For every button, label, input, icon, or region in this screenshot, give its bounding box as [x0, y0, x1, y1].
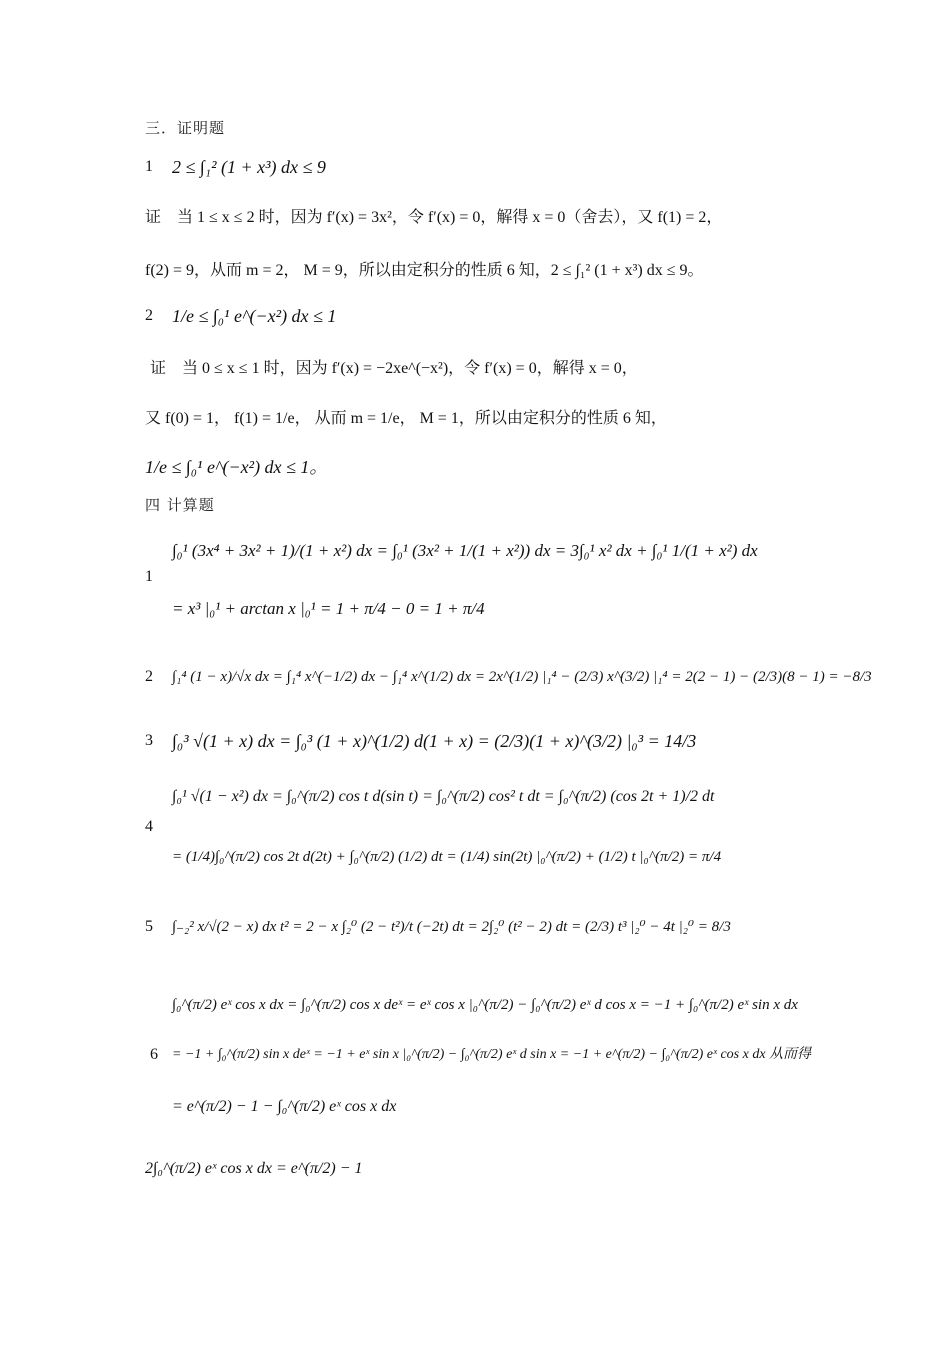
proof-text: 证 当 1 ≤ x ≤ 2 时，因为 f′(x) = 3x²，令 f′(x) = 0，解得 x = 0（舍去），又 f(1) = 2，: [145, 209, 723, 226]
computation-line: ∫₀³ √(1 + x) dx = ∫₀³ (1 + x)^(1/2) d(1 + x) = (2/3)(1 + x)^(3/2) |₀³ = 14/3: [172, 731, 697, 751]
computation-line: ∫₋₂² x/√(2 − x) dx t² = 2 − x ∫₂⁰ (2 − t²)/t (−2t) dt = 2∫₂⁰ (t² − 2) dt = (2/3) t³ |₂⁰ − 4t |₂⁰ = 8/3: [172, 919, 731, 935]
section-heading-computations: 四 计算题: [145, 496, 215, 514]
computation-line: 2∫₀^(π/2) eˣ cos x dx = e^(π/2) − 1: [145, 1160, 363, 1177]
problem-number: 5: [145, 918, 153, 935]
computation-line: = e^(π/2) − 1 − ∫₀^(π/2) eˣ cos x dx: [172, 1098, 397, 1115]
problem-number: 4: [145, 818, 153, 835]
problem-number: 3: [145, 732, 153, 749]
problem-number: 2: [145, 668, 153, 685]
computation-line: = (1/4)∫₀^(π/2) cos 2t d(2t) + ∫₀^(π/2) (1/2) dt = (1/4) sin(2t) |₀^(π/2) + (1/2) t |₀^(π/2) = π/4: [172, 849, 722, 865]
computation-line: ∫₀¹ √(1 − x²) dx = ∫₀^(π/2) cos t d(sin t) = ∫₀^(π/2) cos² t dt = ∫₀^(π/2) (cos 2t + 1)/2 dt: [172, 788, 715, 805]
problem-number: 2: [145, 307, 153, 324]
problem-number: 1: [145, 568, 153, 585]
computation-line: ∫₁⁴ (1 − x)/√x dx = ∫₁⁴ x^(−1/2) dx − ∫₁⁴ x^(1/2) dx = 2x^(1/2) |₁⁴ − (2/3) x^(3/2) |₁⁴ = 2(2 − 1) − (2/3)(8 − 1) = −8/3: [172, 669, 872, 685]
computation-line: ∫₀¹ (3x⁴ + 3x² + 1)/(1 + x²) dx = ∫₀¹ (3x² + 1/(1 + x²)) dx = 3∫₀¹ x² dx + ∫₀¹ 1/(1 + x²) dx: [172, 541, 758, 560]
proof-text: 1/e ≤ ∫₀¹ e^(−x²) dx ≤ 1。: [145, 457, 328, 477]
problem-number: 1: [145, 158, 153, 175]
computation-line: ∫₀^(π/2) eˣ cos x dx = ∫₀^(π/2) cos x deˣ = eˣ cos x |₀^(π/2) − ∫₀^(π/2) eˣ d cos x = −1 + ∫₀^(π/2) eˣ sin x dx: [172, 997, 798, 1013]
computation-line: = −1 + ∫₀^(π/2) sin x deˣ = −1 + eˣ sin x |₀^(π/2) − ∫₀^(π/2) eˣ d sin x = −1 + e^(π/2) − ∫₀^(π/2) eˣ cos x dx 从而得: [172, 1047, 812, 1062]
proof-text: 证 当 0 ≤ x ≤ 1 时，因为 f′(x) = −2xe^(−x²)，令 f′(x) = 0，解得 x = 0，: [150, 360, 638, 377]
problem-statement: 1/e ≤ ∫₀¹ e^(−x²) dx ≤ 1: [172, 306, 337, 326]
section-heading-proofs: 三．证明题: [145, 119, 226, 137]
problem-number: 6: [150, 1046, 158, 1063]
computation-line: = x³ |₀¹ + arctan x |₀¹ = 1 + π/4 − 0 = 1 + π/4: [172, 599, 485, 618]
proof-text: f(2) = 9，从而 m = 2， M = 9，所以由定积分的性质 6 知，2 ≤ ∫₁² (1 + x³) dx ≤ 9。: [145, 262, 704, 279]
problem-statement: 2 ≤ ∫₁² (1 + x³) dx ≤ 9: [172, 157, 326, 177]
proof-text: 又 f(0) = 1， f(1) = 1/e， 从而 m = 1/e， M = 1，所以由定积分的性质 6 知，: [145, 410, 667, 427]
